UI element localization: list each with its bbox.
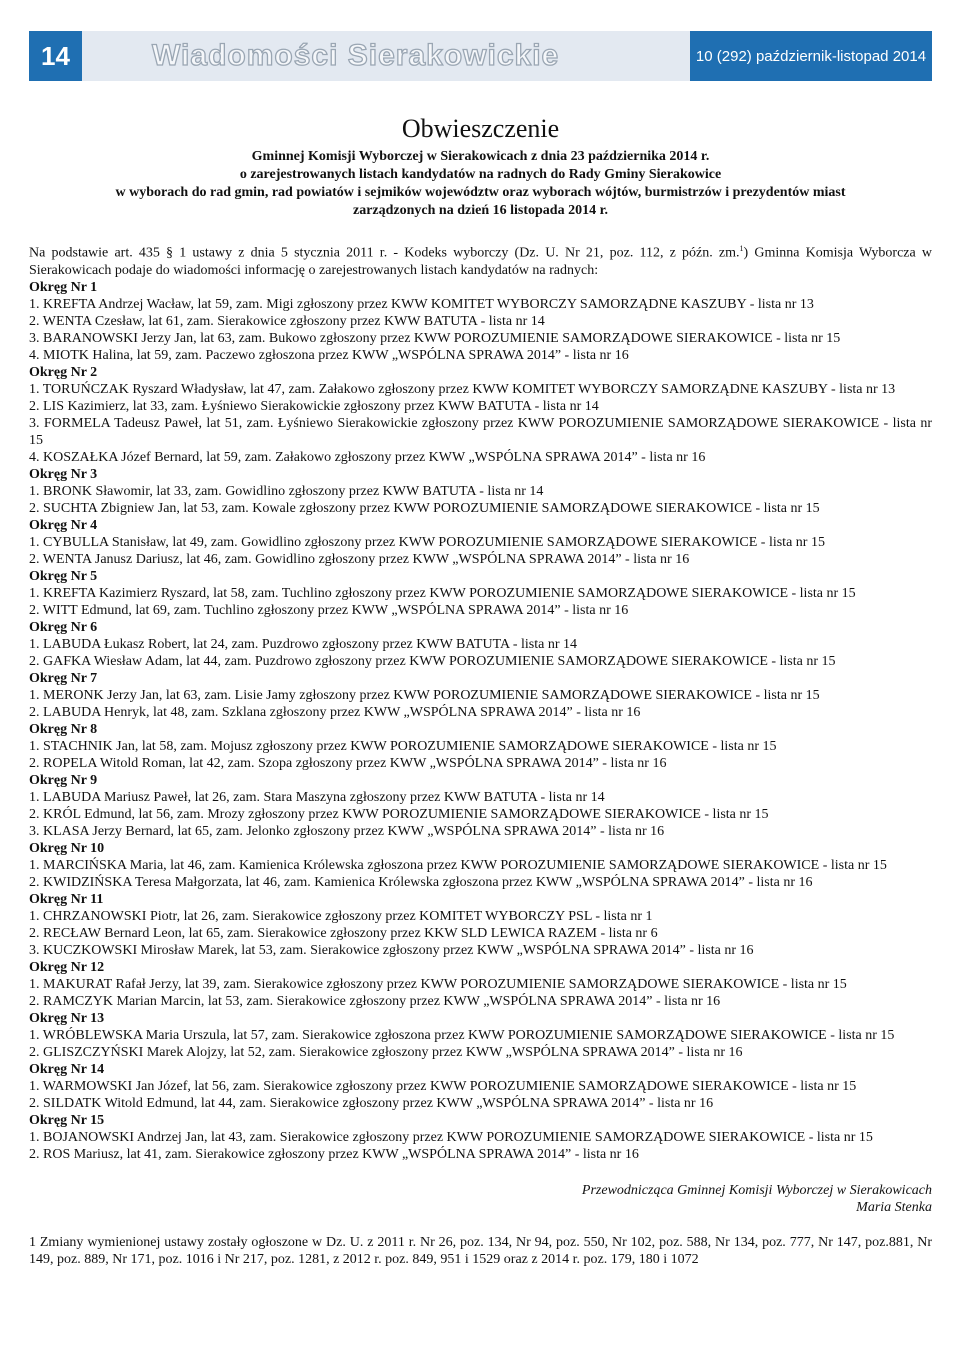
masthead-title: Wiadomości Sierakowickie xyxy=(152,39,560,72)
candidate-entry: 3. FORMELA Tadeusz Paweł, lat 51, zam. Łyśniewo Sierakowickie zgłoszony przez KWW POROZUMIENIE SAMORZĄDOWE SIERAKOWICE - lista nr 15 xyxy=(29,415,932,448)
district-heading: Okręg Nr 6 xyxy=(29,619,98,635)
signature-role: Przewodnicząca Gminnej Komisji Wyborczej w Sierakowicach xyxy=(581,1182,932,1198)
page-number: 14 xyxy=(29,31,82,81)
candidate-entry: 2. ROS Mariusz, lat 41, zam. Sierakowice zgłoszony przez KWW „WSPÓLNA SPRAWA 2014” - lista nr 16 xyxy=(29,1146,639,1162)
district-heading: Okręg Nr 12 xyxy=(29,959,105,975)
signature-name: Maria Stenka xyxy=(856,1199,932,1215)
district-heading: Okręg Nr 8 xyxy=(29,721,98,737)
district-heading: Okręg Nr 10 xyxy=(29,840,105,856)
masthead xyxy=(82,31,690,81)
district-heading: Okręg Nr 9 xyxy=(29,772,98,788)
district-heading: Okręg Nr 2 xyxy=(29,364,98,380)
candidate-entry: 2. RAMCZYK Marian Marcin, lat 53, zam. Sierakowice zgłoszony przez KWW „WSPÓLNA SPRAWA 2014” - lista nr 16 xyxy=(29,993,721,1009)
candidate-entry: 1. BOJANOWSKI Andrzej Jan, lat 43, zam. Sierakowice zgłoszony przez KWW POROZUMIENIE SAMORZĄDOWE SIERAKOWICE - lista nr 15 xyxy=(29,1129,873,1145)
candidate-entry: 2. LIS Kazimierz, lat 33, zam. Łyśniewo Sierakowickie zgłoszony przez KWW BATUTA - lista nr 14 xyxy=(29,398,599,414)
subtitle-line: Gminnej Komisji Wyborczej w Sierakowicach z dnia 23 października 2014 r. xyxy=(251,149,710,164)
candidate-entry: 3. KUCZKOWSKI Mirosław Marek, lat 53, zam. Sierakowice zgłoszony przez KWW „WSPÓLNA SPRAWA 2014” - lista nr 16 xyxy=(29,942,754,958)
candidate-entry: 1. LABUDA Łukasz Robert, lat 24, zam. Puzdrowo zgłoszony przez KWW BATUTA - lista nr 14 xyxy=(29,636,578,652)
candidate-entry: 1. MAKURAT Rafał Jerzy, lat 39, zam. Sierakowice zgłoszony przez KWW POROZUMIENIE SAMORZĄDOWE SIERAKOWICE - lista nr 15 xyxy=(29,976,847,992)
intro-paragraph xyxy=(29,240,932,279)
district-heading: Okręg Nr 14 xyxy=(29,1061,105,1077)
notice-body xyxy=(29,112,932,1268)
signature xyxy=(29,1182,932,1216)
district-heading: Okręg Nr 1 xyxy=(29,279,98,295)
candidate-entry: 1. LABUDA Mariusz Paweł, lat 26, zam. Stara Maszyna zgłoszony przez KWW BATUTA - lista nr 14 xyxy=(29,789,605,805)
subtitle-line: zarządzonych na dzień 16 listopada 2014 r. xyxy=(353,203,608,218)
candidate-entry: 2. ROPELA Witold Roman, lat 42, zam. Szopa zgłoszony przez KWW „WSPÓLNA SPRAWA 2014” - lista nr 16 xyxy=(29,755,667,771)
candidate-entry: 2. WENTA Janusz Dariusz, lat 46, zam. Gowidlino zgłoszony przez KWW „WSPÓLNA SPRAWA 2014” - lista nr 16 xyxy=(29,551,690,567)
candidate-entry: 1. BRONK Sławomir, lat 33, zam. Gowidlino zgłoszony przez KWW BATUTA - lista nr 14 xyxy=(29,483,544,499)
candidate-entry: 2. LABUDA Henryk, lat 48, zam. Szklana zgłoszony przez KWW „WSPÓLNA SPRAWA 2014” - lista nr 16 xyxy=(29,704,641,720)
intro-text-a: Na podstawie art. 435 § 1 ustawy z dnia 5 stycznia 2011 r. - Kodeks wyborczy (Dz. U. Nr 21, poz. 112, z późn. zm. xyxy=(29,245,740,261)
candidate-entry: 2. SILDATK Witold Edmund, lat 44, zam. Sierakowice zgłoszony przez KWW „WSPÓLNA SPRAWA 2014” - lista nr 16 xyxy=(29,1095,714,1111)
candidate-entry: 2. GLISZCZYŃSKI Marek Alojzy, lat 52, zam. Sierakowice zgłoszony przez KWW „WSPÓLNA SPRAWA 2014” - lista nr 16 xyxy=(29,1044,743,1060)
candidate-entry: 1. WARMOWSKI Jan Józef, lat 56, zam. Sierakowice zgłoszony przez KWW POROZUMIENIE SAMORZĄDOWE SIERAKOWICE - lista nr 15 xyxy=(29,1078,857,1094)
candidate-entry: 1. KREFTA Andrzej Wacław, lat 59, zam. Migi zgłoszony przez KWW KOMITET WYBORCZY SAMORZĄDNE KASZUBY - lista nr 13 xyxy=(29,296,814,312)
intro-text-b: ) Gminna Komisja Wyborcza w Sierakowicach podaje do wiadomości informację o zarejestrowanych listach kandydatów na radnych: xyxy=(29,245,932,278)
candidate-entry: 4. MIOTK Halina, lat 59, zam. Paczewo zgłoszona przez KWW „WSPÓLNA SPRAWA 2014” - lista nr 16 xyxy=(29,347,629,363)
district-heading: Okręg Nr 7 xyxy=(29,670,98,686)
district-heading: Okręg Nr 4 xyxy=(29,517,98,533)
candidate-entry: 1. KREFTA Kazimierz Ryszard, lat 58, zam. Tuchlino zgłoszony przez KWW POROZUMIENIE SAMORZĄDOWE SIERAKOWICE - lista nr 15 xyxy=(29,585,856,601)
candidate-entry: 2. GAFKA Wiesław Adam, lat 44, zam. Puzdrowo zgłoszony przez KWW POROZUMIENIE SAMORZĄDOWE SIERAKOWICE - lista nr 15 xyxy=(29,653,836,669)
candidate-entry: 3. BARANOWSKI Jerzy Jan, lat 63, zam. Bukowo zgłoszony przez KWW POROZUMIENIE SAMORZĄDOWE SIERAKOWICE - lista nr 15 xyxy=(29,330,841,346)
district-heading: Okręg Nr 5 xyxy=(29,568,98,584)
district-heading: Okręg Nr 11 xyxy=(29,891,104,907)
issue-info: 10 (292) październik-listopad 2014 xyxy=(690,31,932,81)
candidate-entry: 2. KWIDZIŃSKA Teresa Małgorzata, lat 46, zam. Kamienica Królewska zgłoszona przez KWW „WSPÓLNA SPRAWA 2014” - lista nr 16 xyxy=(29,874,813,890)
candidate-entry: 1. MERONK Jerzy Jan, lat 63, zam. Lisie Jamy zgłoszony przez KWW POROZUMIENIE SAMORZĄDOWE SIERAKOWICE - lista nr 15 xyxy=(29,687,820,703)
candidate-entry: 4. KOSZAŁKA Józef Bernard, lat 59, zam. Załakowo zgłoszony przez KWW „WSPÓLNA SPRAWA 2014” - lista nr 16 xyxy=(29,449,706,465)
subtitle-line: o zarejestrowanych listach kandydatów na radnych do Rady Gminy Sierakowice xyxy=(239,167,722,182)
candidate-entry: 1. WRÓBLEWSKA Maria Urszula, lat 57, zam. Sierakowice zgłoszona przez KWW POROZUMIENIE SAMORZĄDOWE SIERAKOWICE - lista nr 15 xyxy=(29,1027,895,1043)
candidate-entry: 1. CHRZANOWSKI Piotr, lat 26, zam. Sierakowice zgłoszony przez KOMITET WYBORCZY PSL - lista nr 1 xyxy=(29,908,653,924)
footnote-marker: 1 xyxy=(739,244,744,253)
page-header xyxy=(29,31,932,81)
candidate-entry: 2. SUCHTA Zbigniew Jan, lat 53, zam. Kowale zgłoszony przez KWW POROZUMIENIE SAMORZĄDOWE SIERAKOWICE - lista nr 15 xyxy=(29,500,820,516)
notice-title: Obwieszczenie xyxy=(401,114,560,143)
candidate-entry: 2. WITT Edmund, lat 69, zam. Tuchlino zgłoszony przez KWW „WSPÓLNA SPRAWA 2014” - lista nr 16 xyxy=(29,602,629,618)
candidate-entry: 2. KRÓL Edmund, lat 56, zam. Mrozy zgłoszony przez KWW POROZUMIENIE SAMORZĄDOWE SIERAKOWICE - lista nr 15 xyxy=(29,806,769,822)
candidate-entry: 2. WENTA Czesław, lat 61, zam. Sierakowice zgłoszony przez KWW BATUTA - lista nr 14 xyxy=(29,313,545,329)
candidate-entry: 1. MARCIŃSKA Maria, lat 46, zam. Kamienica Królewska zgłoszona przez KWW POROZUMIENIE SAMORZĄDOWE SIERAKOWICE - lista nr 15 xyxy=(29,857,887,873)
candidate-entry: 2. RECŁAW Bernard Leon, lat 65, zam. Sierakowice zgłoszony przez KKW SLD LEWICA RAZEM - lista nr 6 xyxy=(29,925,658,941)
district-heading: Okręg Nr 13 xyxy=(29,1010,105,1026)
candidate-entry: 1. CYBULLA Stanisław, lat 49, zam. Gowidlino zgłoszony przez KWW POROZUMIENIE SAMORZĄDOWE SIERAKOWICE - lista nr 15 xyxy=(29,534,825,550)
footnote: 1 Zmiany wymienionej ustawy zostały ogłoszone w Dz. U. z 2011 r. Nr 26, poz. 134, Nr 94, poz. 550, Nr 102, poz. 588, Nr 134, poz. 777, Nr 147, poz.881, Nr 149, poz. 889, Nr 171, poz. 1016 i Nr 217, poz. 1281, z 2012 r. poz. 849, 951 i 1529 oraz z 2014 r. poz. 179, 180 i 1072 xyxy=(29,1234,932,1267)
candidate-entry: 1. STACHNIK Jan, lat 58, zam. Mojusz zgłoszony przez KWW POROZUMIENIE SAMORZĄDOWE SIERAKOWICE - lista nr 15 xyxy=(29,738,777,754)
district-heading: Okręg Nr 3 xyxy=(29,466,98,482)
district-list xyxy=(29,279,932,1163)
candidate-entry: 1. TORUŃCZAK Ryszard Władysław, lat 47, zam. Załakowo zgłoszony przez KWW KOMITET WYBORCZY SAMORZĄDNE KASZUBY - lista nr 13 xyxy=(29,381,896,397)
subtitle-line: w wyborach do rad gmin, rad powiatów i sejmików województw oraz wyborach wójtów, burmistrzów i prezydentów miast xyxy=(115,185,846,200)
district-heading: Okręg Nr 15 xyxy=(29,1112,105,1128)
candidate-entry: 3. KLASA Jerzy Bernard, lat 65, zam. Jelonko zgłoszony przez KWW „WSPÓLNA SPRAWA 2014” - lista nr 16 xyxy=(29,823,665,839)
